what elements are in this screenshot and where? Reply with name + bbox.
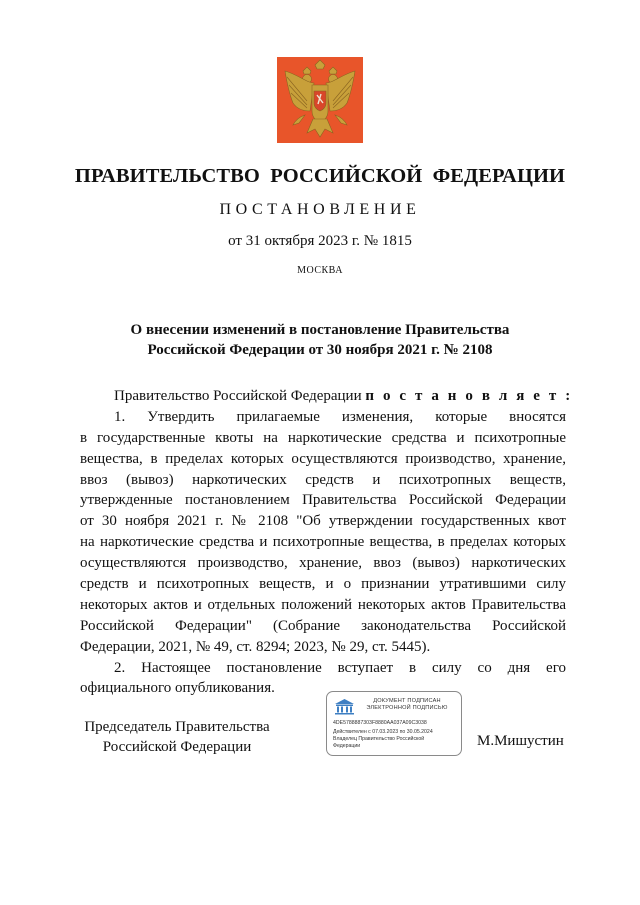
signatory-position-line-2: Российской Федерации [102,739,252,755]
stamp-title-line-1: ДОКУМЕНТ ПОДПИСАН [373,698,441,704]
stamp-validity: Действителен с 07.03.2023 по 30.05.2024 [333,729,433,735]
stamp-certificate: 4DE5788887303F8880AA037A09C3038 [333,720,427,726]
preamble-text: Правительство Российской Федерации [114,388,362,404]
document-date-number: от 31 октября 2023 г. № 1815 [228,233,412,249]
para1-line: Российской Федерации" (Собрание законодательства Российской [80,617,566,634]
government-building-icon [334,698,355,715]
document-body [80,386,573,699]
document-city: МОСКВА [297,265,343,276]
central-shield [314,91,326,111]
preamble-line [80,386,573,407]
subject-line-1: О внесении изменений в постановление Правительства [130,322,510,338]
para1-line: осуществляются производство, хранение, ввоз (вывоз) наркотических [80,555,566,572]
signatory-position [80,717,274,757]
para1-line: в государственные квоты на наркотические средства и психотропные [80,429,566,446]
signatory-position-line-1: Председатель Правительства [84,719,270,735]
coat-of-arms-emblem [277,57,363,143]
decree-word: п о с т а н о в л я е т : [365,388,573,404]
para1-line: средств и психотропных веществ, и о признании утратившими силу [80,576,566,593]
para1-line: от 30 ноября 2021 г. № 2108 "Об утверждении государственных квот [80,513,566,530]
para1-line: ввоз (вывоз) наркотических средств и психотропных веществ, [80,471,566,488]
signatory-name: М.Мишустин [477,733,564,749]
subject-line-2: Российской Федерации от 30 ноября 2021 г. № 2108 [147,342,493,358]
para1-line: вещества, в пределах которых осуществляются производство, хранение, [80,450,566,467]
para2-line: 2. Настоящее постановление вступает в силу со дня его [114,659,566,676]
stamp-owner-line-2: Федерации [333,743,361,749]
para1-line: на наркотические средства и психотропные вещества, в пределах которых [80,534,566,551]
stamp-owner-line-1: Владелец Правительство Российской [333,736,425,742]
stamp-title-line-2: ЭЛЕКТРОННОЙ ПОДПИСЬЮ [366,705,448,711]
para1-line: 1. Утвердить прилагаемые изменения, которые вносятся [114,408,566,425]
para1-line: Федерации, 2021, № 49, ст. 8294; 2023, № 29, ст. 5445). [80,638,431,655]
government-title: ПРАВИТЕЛЬСТВО РОССИЙСКОЙ ФЕДЕРАЦИИ [74,165,566,187]
para1-line: утвержденные постановлением Правительства Российской Федерации [80,492,566,509]
para2-line: официального опубликования. [80,680,275,697]
stamp-title [357,698,457,712]
document-type: ПОСТАНОВЛЕНИЕ [219,201,421,218]
electronic-signature-stamp [326,691,462,756]
para1-line: некоторых актов и отдельных положений некоторых актов Правительства [80,596,566,613]
